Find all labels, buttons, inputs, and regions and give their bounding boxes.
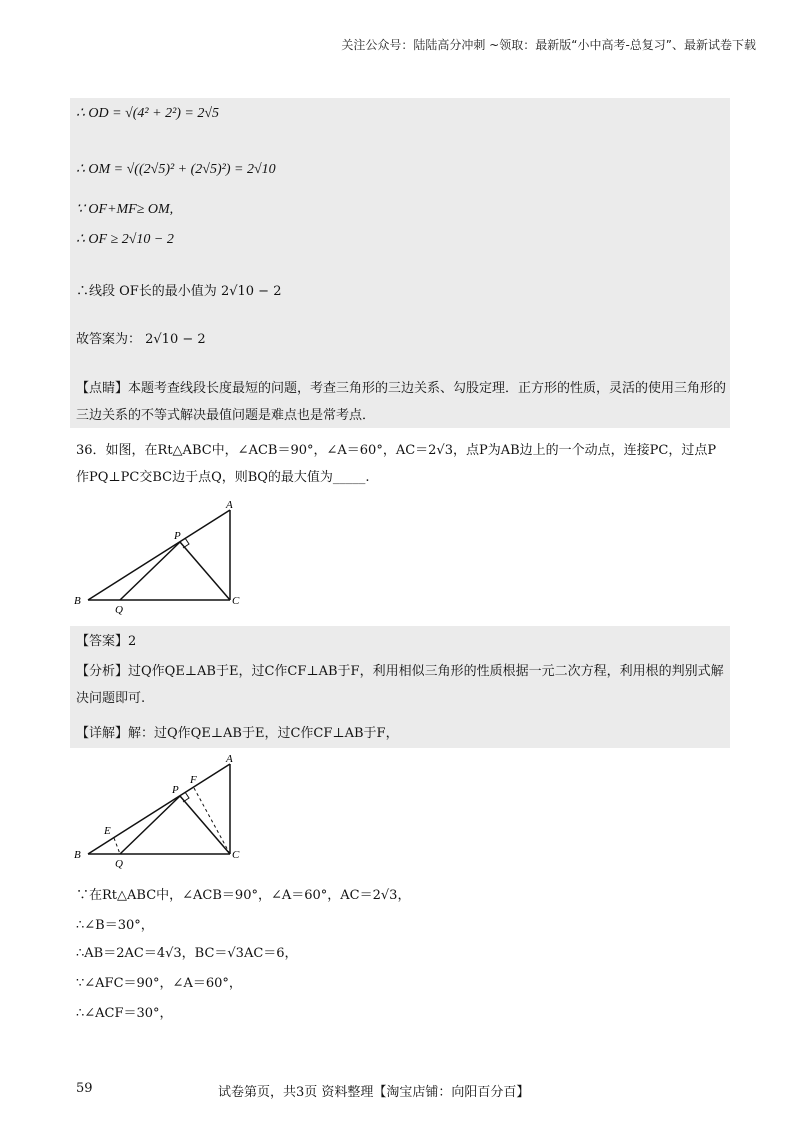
because-line: ∵ OF+MF≥ OM, bbox=[76, 202, 174, 217]
fig1-label-q: Q bbox=[115, 604, 123, 616]
step-3: ∴AB＝2AC＝4√3，BC＝√3AC＝6， bbox=[76, 946, 298, 961]
fig2-label-p: P bbox=[172, 784, 179, 796]
om-line: ∴ OM = √((2√5)² + (2√5)²) = 2√10 bbox=[76, 162, 276, 177]
page-footer: 试卷第页，共3页 资料整理【淘宝店铺：向阳百分百】 bbox=[218, 1085, 530, 1100]
answer-line: 故答案为： 2√10 − 2 bbox=[76, 332, 206, 347]
fig1-label-p: P bbox=[174, 530, 181, 542]
page-header: 关注公众号：陆陆高分冲刺 ~领取：最新版“小中高考-总复习”、最新试卷下载 bbox=[341, 38, 756, 52]
triangle-figure-2 bbox=[70, 750, 250, 872]
min-value-line: ∴线段 OF长的最小值为 2√10 − 2 bbox=[76, 284, 282, 299]
step-1: ∵在Rt△ABC中，∠ACB＝90°，∠A＝60°，AC＝2√3， bbox=[76, 888, 411, 903]
step-2: ∴∠B＝30°， bbox=[76, 918, 154, 933]
page-number: 59 bbox=[76, 1081, 93, 1096]
fig1-label-a: A bbox=[226, 499, 233, 511]
fig2-label-e: E bbox=[104, 825, 111, 837]
fig2-label-f: F bbox=[190, 774, 197, 786]
od-line: ∴ OD = √(4² + 2²) = 2√5 bbox=[76, 106, 220, 121]
fig1-label-b: B bbox=[74, 595, 81, 607]
comment-paragraph: 【点睛】本题考查线段长度最短的问题，考查三角形的三边关系、勾股定理．正方形的性质，灵活的使用三角形的三边关系的不等式解决最值问题是难点也是常考点． bbox=[76, 381, 727, 423]
analysis-paragraph: 【分析】过Q作QE⊥AB于E，过C作CF⊥AB于F，利用相似三角形的性质根据一元二次方程，利用根的判别式解决问题即可. bbox=[76, 664, 724, 706]
fig2-label-a: A bbox=[226, 753, 233, 765]
question-36-stem: 36．如图，在Rt△ABC中，∠ACB＝90°，∠A＝60°，AC＝2√3，点P为AB边上的一个动点，连接PC，过点P作PQ⊥PC交BC边于点Q，则BQ的最大值为_____. bbox=[76, 443, 717, 485]
detail-intro: 【详解】解：过Q作QE⊥AB于E，过C作CF⊥AB于F， bbox=[76, 726, 399, 741]
step-4: ∵∠AFC＝90°，∠A＝60°， bbox=[76, 976, 242, 991]
triangle-figure-1 bbox=[70, 496, 250, 616]
fig1-label-c: C bbox=[232, 595, 240, 607]
of-line: ∴ OF ≥ 2√10 − 2 bbox=[76, 232, 174, 247]
fig2-label-b: B bbox=[74, 849, 81, 861]
fig2-label-c: C bbox=[232, 849, 240, 861]
answer-label: 【答案】2 bbox=[76, 634, 137, 649]
fig2-label-q: Q bbox=[115, 858, 123, 870]
step-5: ∴∠ACF＝30°， bbox=[76, 1006, 173, 1021]
